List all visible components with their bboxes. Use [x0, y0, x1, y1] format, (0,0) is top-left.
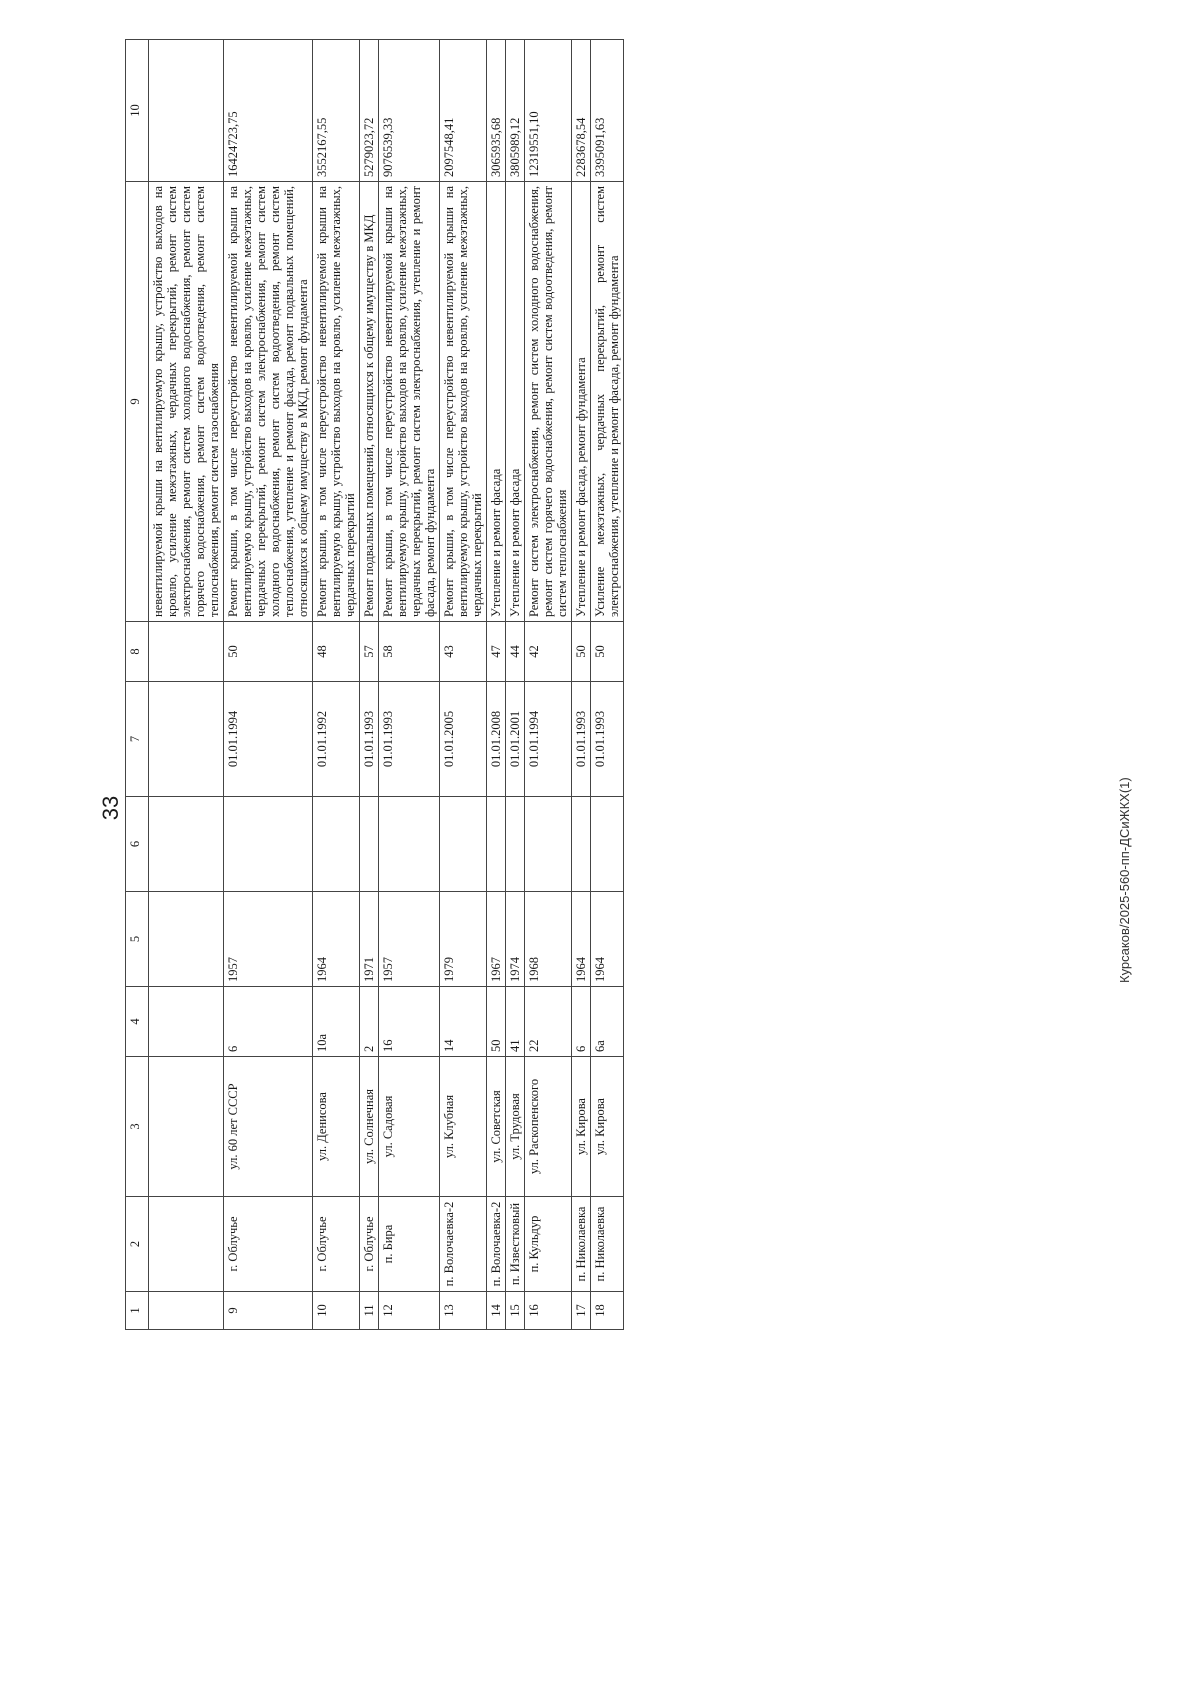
- date-cell: 01.01.1993: [591, 682, 624, 797]
- column-header: 8: [126, 622, 149, 682]
- col6-cell: [591, 797, 624, 892]
- year-cell: 1979: [440, 892, 487, 987]
- cost-cell: 5279023,72: [360, 40, 379, 182]
- date-cell: 01.01.1994: [525, 682, 572, 797]
- house-cell: 6: [224, 987, 313, 1057]
- house-cell: 16: [379, 987, 440, 1057]
- table-header-row: [126, 40, 149, 1330]
- col8-cell: 57: [360, 622, 379, 682]
- locality-cell: п. Волочаевка-2: [487, 1197, 506, 1292]
- col8-cell: 43: [440, 622, 487, 682]
- column-header: 9: [126, 182, 149, 622]
- works-cell: невентилируемой крыши на вентилируемую крышу, устройство выходов на кровлю, усиление межэтажных, чердачных перекрытий, ремонт систем электроснабжения, ремонт систем холодного водоснабжения, ремонт систем горячего водоснабжения, ремонт систем водоотведения, ремонт систем теплоснабжения, ремонт систем газоснабжения: [149, 182, 224, 622]
- street-cell: ул. Кирова: [572, 1057, 591, 1197]
- works-cell: Ремонт крыши, в том числе переустройство невентилируемой крыши на вентилируемую крышу, устройство выходов на кровлю, усиление межэтажных, чердачных перекрытий, ремонт систем электроснабжения, утепление и ремонт фасада, ремонт фундамента: [379, 182, 440, 622]
- locality-cell: г. Облучье: [224, 1197, 313, 1292]
- row-number: 11: [360, 1292, 379, 1330]
- row-number: 16: [525, 1292, 572, 1330]
- date-cell: 01.01.2001: [506, 682, 525, 797]
- table-row: [506, 40, 525, 1330]
- locality-cell: п. Николаевка: [572, 1197, 591, 1292]
- column-header: 4: [126, 987, 149, 1057]
- table-row: [487, 40, 506, 1330]
- works-cell: Утепление и ремонт фасада: [487, 182, 506, 622]
- street-cell: ул. Трудовая: [506, 1057, 525, 1197]
- cost-cell: 3552167,55: [313, 40, 360, 182]
- cost-cell: 2283678,54: [572, 40, 591, 182]
- row-number: 10: [313, 1292, 360, 1330]
- works-cell: Утепление и ремонт фасада: [506, 182, 525, 622]
- column-header: 5: [126, 892, 149, 987]
- date-cell: 01.01.1993: [360, 682, 379, 797]
- date-cell: 01.01.1993: [379, 682, 440, 797]
- row-number: 18: [591, 1292, 624, 1330]
- street-cell: ул. Солнечная: [360, 1057, 379, 1197]
- col6-cell: [572, 797, 591, 892]
- col8-cell: 50: [591, 622, 624, 682]
- cost-cell: 2097548,41: [440, 40, 487, 182]
- cost-cell: 12319551,10: [525, 40, 572, 182]
- date-cell: 01.01.2008: [487, 682, 506, 797]
- table-row: [379, 40, 440, 1330]
- column-header: 3: [126, 1057, 149, 1197]
- year-cell: 1964: [572, 892, 591, 987]
- document-footer-code: Курсаков/2025-560-пп-ДСиЖКХ(1): [1117, 777, 1132, 983]
- works-cell: Ремонт крыши, в том числе переустройство невентилируемой крыши на вентилируемую крышу, устройство выходов на кровлю, усиление межэтажных, чердачных перекрытий: [440, 182, 487, 622]
- year-cell: 1968: [525, 892, 572, 987]
- table-row: [440, 40, 487, 1330]
- works-cell: Утепление и ремонт фасада, ремонт фундамента: [572, 182, 591, 622]
- col6-cell: [487, 797, 506, 892]
- works-cell: Ремонт подвальных помещений, относящихся к общему имуществу в МКД: [360, 182, 379, 622]
- house-cell: 41: [506, 987, 525, 1057]
- year-cell: 1964: [591, 892, 624, 987]
- house-cell: 2: [360, 987, 379, 1057]
- works-cell: Ремонт систем электроснабжения, ремонт систем холодного водоснабжения, ремонт систем горячего водоснабжения, ремонт систем водоотведения, ремонт систем теплоснабжения: [525, 182, 572, 622]
- street-cell: ул. Кирова: [591, 1057, 624, 1197]
- row-number: 14: [487, 1292, 506, 1330]
- house-cell: 50: [487, 987, 506, 1057]
- house-cell: 10а: [313, 987, 360, 1057]
- capital-repair-table-wrapper: [125, 40, 1030, 1330]
- row-number: 13: [440, 1292, 487, 1330]
- year-cell: 1957: [379, 892, 440, 987]
- column-header: 6: [126, 797, 149, 892]
- col6-cell: [440, 797, 487, 892]
- year-cell: 1967: [487, 892, 506, 987]
- column-header: 2: [126, 1197, 149, 1292]
- table-row: [360, 40, 379, 1330]
- cost-cell: 3065935,68: [487, 40, 506, 182]
- table-row-continuation: [149, 40, 224, 1330]
- col6-cell: [360, 797, 379, 892]
- table-row: [572, 40, 591, 1330]
- column-header: 10: [126, 40, 149, 182]
- col8-cell: 48: [313, 622, 360, 682]
- col8-cell: 44: [506, 622, 525, 682]
- column-header: 1: [126, 1292, 149, 1330]
- date-cell: 01.01.1993: [572, 682, 591, 797]
- locality-cell: п. Кульдур: [525, 1197, 572, 1292]
- col6-cell: [313, 797, 360, 892]
- col6-cell: [525, 797, 572, 892]
- year-cell: 1974: [506, 892, 525, 987]
- page-number: 33: [98, 795, 123, 821]
- col8-cell: 50: [224, 622, 313, 682]
- street-cell: ул. 60 лет СССР: [224, 1057, 313, 1197]
- locality-cell: п. Николаевка: [591, 1197, 624, 1292]
- row-number: 15: [506, 1292, 525, 1330]
- street-cell: ул. Денисова: [313, 1057, 360, 1197]
- row-number: 17: [572, 1292, 591, 1330]
- locality-cell: п. Волочаевка-2: [440, 1197, 487, 1292]
- cost-cell: 16424723,75: [224, 40, 313, 182]
- col6-cell: [379, 797, 440, 892]
- col6-cell: [224, 797, 313, 892]
- table-row: [313, 40, 360, 1330]
- row-number: 12: [379, 1292, 440, 1330]
- row-number: 9: [224, 1292, 313, 1330]
- table-row: [591, 40, 624, 1330]
- date-cell: 01.01.1992: [313, 682, 360, 797]
- works-cell: Ремонт крыши, в том числе переустройство невентилируемой крыши на вентилируемую крышу, устройство выходов на кровлю, усиление межэтажных, чердачных перекрытий, ремонт систем электроснабжения, ремонт систем холодного водоснабжения, ремонт систем водоотведения, ремонт систем теплоснабжения, утепление и ремонт фасада, ремонт подвальных помещений, относящихся к общему имуществу в МКД, ремонт фундамента: [224, 182, 313, 622]
- locality-cell: г. Облучье: [360, 1197, 379, 1292]
- column-header: 7: [126, 682, 149, 797]
- house-cell: 6а: [591, 987, 624, 1057]
- street-cell: ул. Клубная: [440, 1057, 487, 1197]
- house-cell: 22: [525, 987, 572, 1057]
- works-cell: Усиление межэтажных, чердачных перекрытий, ремонт систем электроснабжения, утепление и ремонт фасада, ремонт фундамента: [591, 182, 624, 622]
- cost-cell: 9076539,33: [379, 40, 440, 182]
- locality-cell: п. Бира: [379, 1197, 440, 1292]
- street-cell: ул. Садовая: [379, 1057, 440, 1197]
- table-row: [525, 40, 572, 1330]
- locality-cell: г. Облучье: [313, 1197, 360, 1292]
- date-cell: 01.01.1994: [224, 682, 313, 797]
- street-cell: ул. Раскопенского: [525, 1057, 572, 1197]
- year-cell: 1964: [313, 892, 360, 987]
- date-cell: 01.01.2005: [440, 682, 487, 797]
- capital-repair-table: [125, 39, 624, 1330]
- col6-cell: [506, 797, 525, 892]
- col8-cell: 47: [487, 622, 506, 682]
- works-cell: Ремонт крыши, в том числе переустройство невентилируемой крыши на вентилируемую крышу, устройство выходов на кровлю, усиление межэтажных, чердачных перекрытий: [313, 182, 360, 622]
- cost-cell: 3805989,12: [506, 40, 525, 182]
- locality-cell: п. Известковый: [506, 1197, 525, 1292]
- year-cell: 1971: [360, 892, 379, 987]
- cost-cell: 3395091,63: [591, 40, 624, 182]
- house-cell: 14: [440, 987, 487, 1057]
- year-cell: 1957: [224, 892, 313, 987]
- house-cell: 6: [572, 987, 591, 1057]
- table-row: [224, 40, 313, 1330]
- col8-cell: 50: [572, 622, 591, 682]
- street-cell: ул. Советская: [487, 1057, 506, 1197]
- col8-cell: 58: [379, 622, 440, 682]
- col8-cell: 42: [525, 622, 572, 682]
